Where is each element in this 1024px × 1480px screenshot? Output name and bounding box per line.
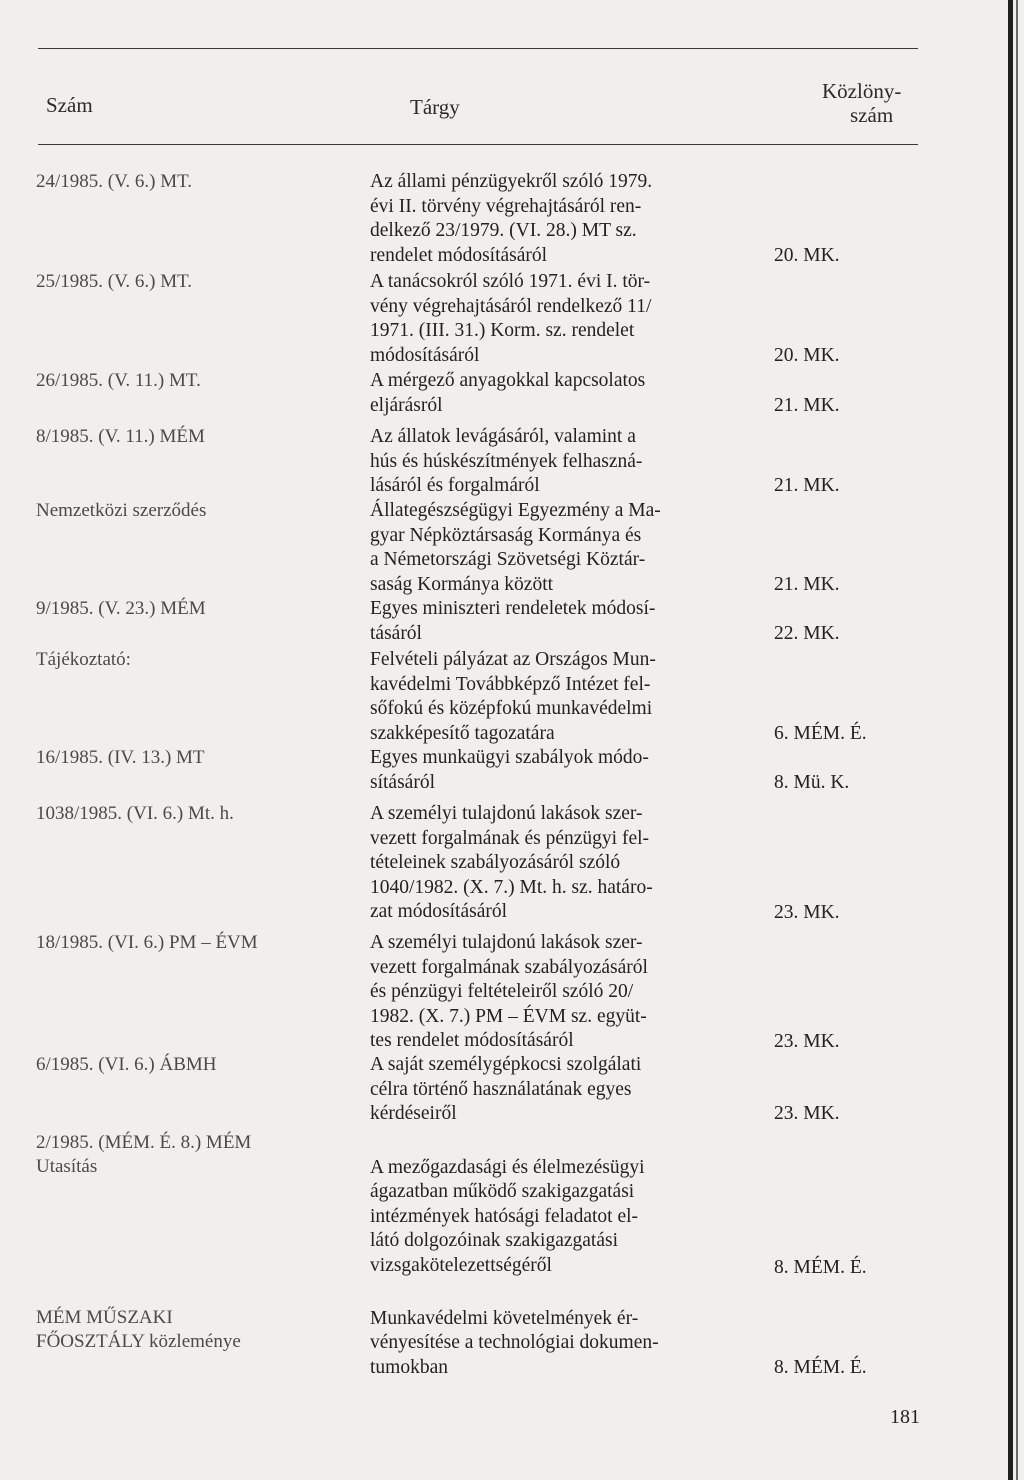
row-gazette: 21. MK. (774, 395, 840, 416)
row-gazette: 20. MK. (774, 245, 840, 266)
row-number: 6/1985. (VI. 6.) ÁBMH (36, 1054, 217, 1075)
row-number: 1038/1985. (VI. 6.) Mt. h. (36, 803, 234, 824)
row-gazette: 20. MK. (774, 345, 840, 366)
row-subject: Egyes miniszteri rendeletek módosí- tásáról (370, 598, 656, 644)
row-number: 2/1985. (MÉM. É. 8.) MÉM Utasítás (36, 1132, 252, 1177)
row-subject: Az állatok levágásáról, valamint a hús és húskészítmények felhaszná- lásáról és forgalmáról (370, 426, 643, 497)
row-gazette: 8. Mü. K. (774, 772, 850, 793)
row-gazette: 23. MK. (774, 1031, 840, 1052)
row-gazette: 6. MÉM. É. (774, 723, 867, 744)
row-gazette: 8. MÉM. É. (774, 1357, 867, 1378)
header-number: Szám (46, 93, 93, 117)
header-bottom-rule (38, 144, 918, 145)
row-number: 26/1985. (V. 11.) MT. (36, 370, 201, 391)
row-gazette: 23. MK. (774, 1103, 840, 1124)
row-number: Tájékoztató: (36, 649, 131, 670)
header-gazette-line2: szám (850, 103, 894, 127)
row-subject: A mezőgazdasági és élelmezésügyi ágazatban működő szakigazgatási intézmények hatósági feladatot el- látó dolgozóinak szakigazgatási vizsgakötelezettségéről (370, 1156, 645, 1276)
row-gazette: 8. MÉM. É. (774, 1257, 867, 1278)
row-number: 18/1985. (VI. 6.) PM – ÉVM (36, 932, 258, 953)
row-gazette: 21. MK. (774, 475, 840, 496)
row-number: 25/1985. (V. 6.) MT. (36, 271, 193, 292)
row-subject: A személyi tulajdonú lakások szer- vezett forgalmának és pénzügyi fel- tételeinek szabályozásáról szóló 1040/1982. (X. 7.) Mt. h. sz. határo- zat módosításáról (370, 803, 653, 923)
row-number: 24/1985. (V. 6.) MT. (36, 171, 193, 192)
row-subject: Az állami pénzügyekről szóló 1979. évi II. törvény végrehajtásáról ren- delkező 23/1979. (VI. 28.) MT sz. rendelet módosításáról (370, 171, 653, 266)
row-subject: A saját személygépkocsi szolgálati célra történő használatának egyes kérdéseiről (370, 1054, 642, 1125)
row-subject: A tanácsokról szóló 1971. évi I. tör- vény végrehajtásáról rendelkező 11/ 1971. (III. 31.) Korm. sz. rendelet módosításáról (370, 271, 652, 366)
row-subject: Felvételi pályázat az Országos Mun- kavédelmi Továbbképző Intézet fel- sőfokú és középfokú munkavédelmi szakképesítő tagozatára (370, 649, 656, 744)
table-top-rule (38, 48, 918, 49)
row-number: 8/1985. (V. 11.) MÉM (36, 426, 205, 447)
row-number: Nemzetközi szerződés (36, 500, 207, 521)
row-gazette: 22. MK. (774, 623, 840, 644)
scan-edge-shadow (1008, 0, 1013, 1480)
row-gazette: 23. MK. (774, 902, 840, 923)
row-number: MÉM MŰSZAKI FŐOSZTÁLY közleménye (36, 1307, 241, 1352)
page-number: 181 (890, 1406, 920, 1428)
row-number: 9/1985. (V. 23.) MÉM (36, 598, 206, 619)
row-gazette: 21. MK. (774, 574, 840, 595)
row-number: 16/1985. (IV. 13.) MT (36, 747, 205, 768)
header-subject: Tárgy (410, 95, 460, 119)
row-subject: A mérgező anyagokkal kapcsolatos eljárásról (370, 370, 646, 416)
row-subject: Egyes munkaügyi szabályok módo- sításáról (370, 747, 649, 793)
header-gazette-line1: Közlöny- (822, 79, 902, 103)
scan-edge-line (1016, 0, 1018, 1480)
row-subject: Munkavédelmi követelmények ér- vényesítése a technológiai dokumen- tumokban (370, 1307, 659, 1378)
row-subject: A személyi tulajdonú lakások szer- vezett forgalmának szabályozásáról és pénzügyi feltételeiről szóló 20/ 1982. (X. 7.) PM – ÉVM sz. együt- tes rendelet módosításáról (370, 932, 648, 1052)
row-subject: Állategészségügyi Egyezmény a Ma- gyar Népköztársaság Kormánya és a Németországi Szövetségi Köztár- saság Kormánya között (370, 500, 661, 595)
